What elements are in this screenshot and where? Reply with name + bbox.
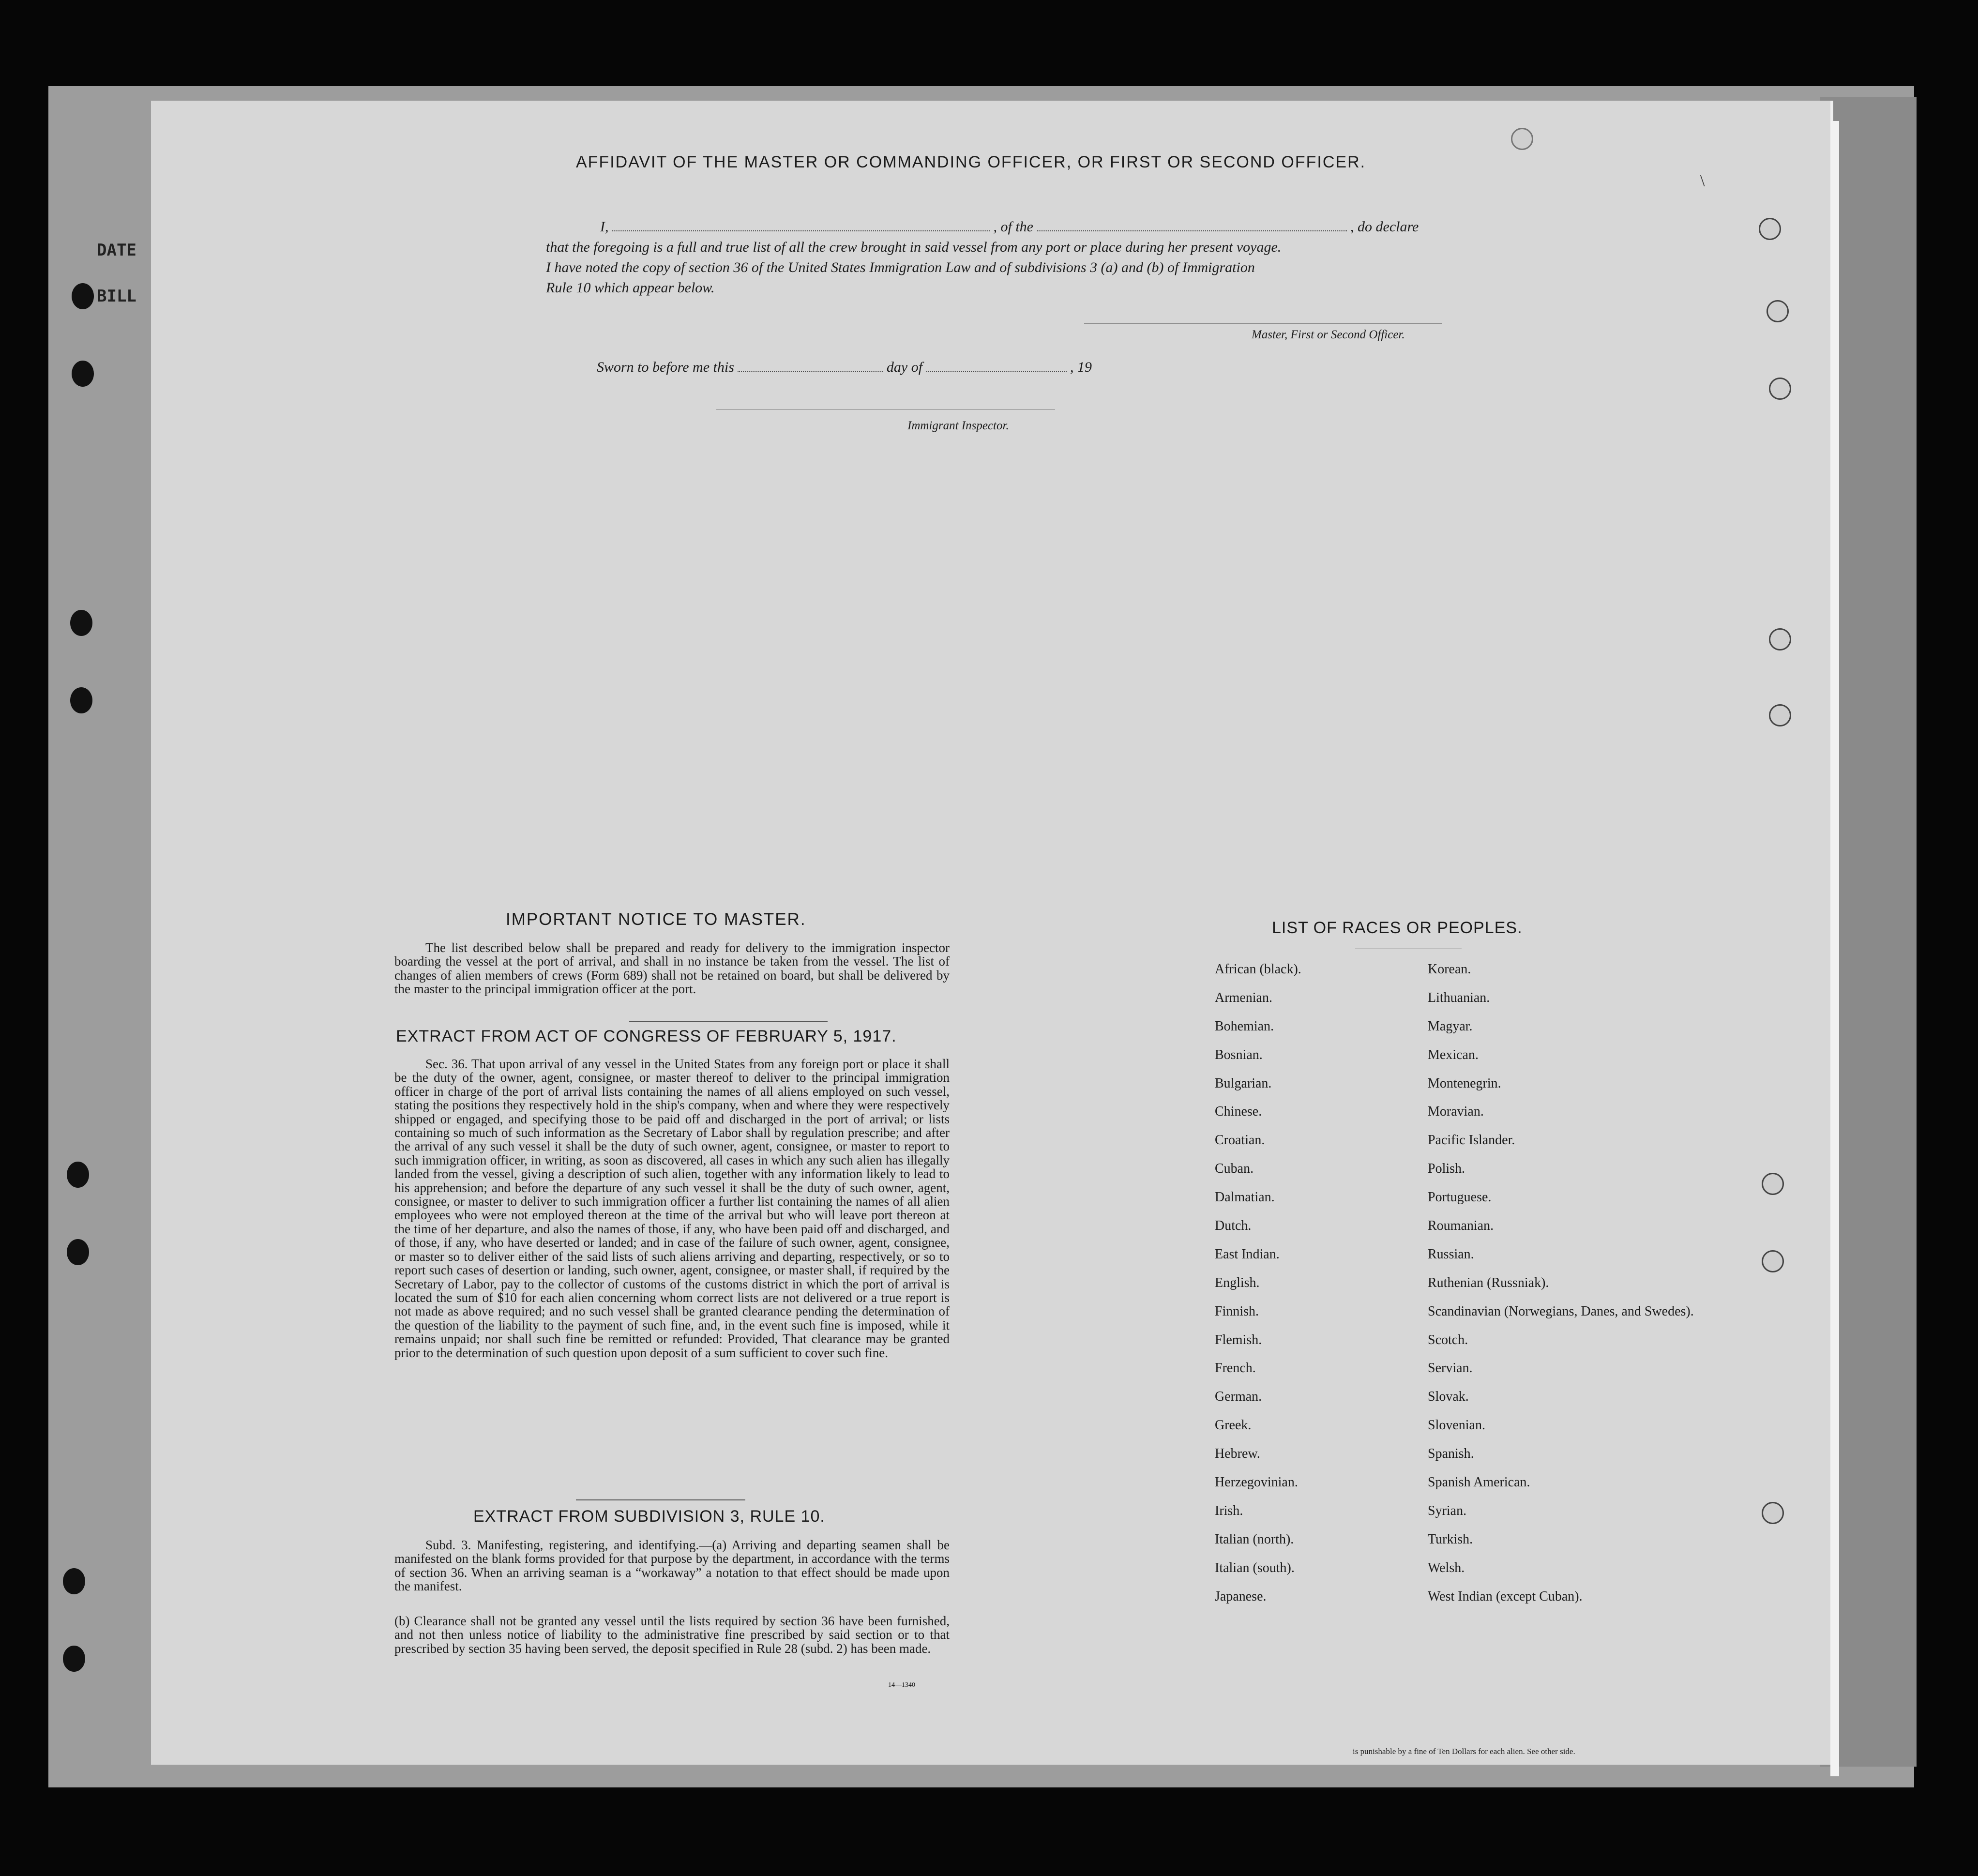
year-text: , 19 [1070, 359, 1092, 375]
binder-hole [72, 283, 94, 309]
affidavit-of-the: , of the [993, 219, 1033, 235]
race-item: German. [1215, 1389, 1262, 1405]
divider [576, 1499, 745, 1500]
day-of-text: day of [886, 359, 923, 375]
punch-hole [1762, 1502, 1784, 1524]
footer-note: is punishable by a fine of Ten Dollars for each alien. See other side. [1353, 1747, 1575, 1756]
races-left-column [1215, 962, 1301, 1618]
punch-hole [1511, 128, 1533, 150]
race-item: Italian (north). [1215, 1531, 1294, 1547]
affidavit-line-3: I have noted the copy of section 36 of the United States Immigration Law and of subdivisions 3 (a) and (b) of Immigration [546, 259, 1255, 275]
race-item: Greek. [1215, 1418, 1252, 1433]
race-item: French. [1215, 1361, 1256, 1376]
race-item: Korean. [1428, 962, 1471, 977]
binder-hole [70, 687, 92, 713]
affidavit-declaration-line [600, 219, 1419, 235]
tick-mark: \ [1700, 172, 1705, 190]
punch-hole [1767, 300, 1789, 322]
race-item: Scotch. [1428, 1332, 1468, 1347]
race-item: Finnish. [1215, 1303, 1259, 1319]
race-item: Dutch. [1215, 1218, 1252, 1234]
binder-hole [70, 610, 92, 636]
name-blank [612, 230, 990, 231]
race-item: Armenian. [1215, 990, 1272, 1005]
race-item: Ruthenian (Russniak). [1428, 1275, 1549, 1290]
race-item: Russian. [1428, 1246, 1474, 1262]
race-item: Chinese. [1215, 1104, 1262, 1120]
races-right-column [1428, 962, 1694, 1618]
race-item: Moravian. [1428, 1104, 1484, 1120]
race-item: Bosnian. [1215, 1047, 1263, 1062]
month-blank [926, 370, 1067, 372]
race-item: Flemish. [1215, 1332, 1262, 1347]
binder-hole [63, 1646, 85, 1672]
binder-hole [63, 1568, 85, 1594]
races-title: LIST OF RACES OR PEOPLES. [1272, 919, 1523, 937]
race-item: Spanish. [1428, 1446, 1474, 1462]
affidavit-title: AFFIDAVIT OF THE MASTER OR COMMANDING OFFICER, OR FIRST OR SECOND OFFICER. [576, 153, 1366, 171]
affidavit-i: I, [600, 219, 609, 235]
punch-hole [1762, 1173, 1784, 1195]
race-item: Slovenian. [1428, 1418, 1485, 1433]
race-item: Bulgarian. [1215, 1075, 1272, 1091]
race-item: Syrian. [1428, 1503, 1467, 1518]
day-blank [738, 370, 883, 372]
race-item: Japanese. [1215, 1589, 1267, 1604]
extract-act-text: Sec. 36. That upon arrival of any vessel in the United States from any foreign port or place it shall be the duty of the owner, agent, consignee, or master thereof to deliver to the principal immigration officer in charge of the port of arrival lists containing the names of all aliens employed on such vessel, stating the positions they respectively hold in the ship's company, when and where they were respectively shipped or engaged, and specifying those to be paid off and discharged in the port of arrival; or lists containing so much of such information as the Secretary of Labor shall by regulation prescribe; and after the arrival of any such vessel it shall be the duty of such owner, agent, consignee, or master to report to such immigration officer, in writing, as soon as discovered, all cases in which any such alien has illegally landed from the vessel, giving a description of such alien, together with any information likely to lead to his apprehension; and before the departure of any such vessel it shall be the duty of such owner, agent, consignee, or master to deliver to such immigration officer a further list containing the names of all alien employees who were not employed thereon at the time of the arrival but who will leave port thereon at the time of her departure, and also the names of those, if any, who have been paid off and discharged, and of those, if any, who have deserted or landed; and in case of the failure of such owner, agent, consignee, or master so to deliver either of the said lists of such aliens arriving and departing, respectively, or so to report such cases of desertion or landing, such owner, agent, consignee, or master shall, if required by the Secretary of Labor, pay to the collector of customs of the customs district in which the port of arrival is located the sum of $10 for each alien concerning whom correct lists are not delivered or a true report is not made as above required; and no such vessel shall be granted clearance pending the determination of the question of the liability to the payment of such fine, and, in the event such fine is imposed, while it remains unpaid; nor shall such fine be remitted or refunded: Provided, That clearance may be granted prior to the determination of such question upon deposit of a sum sufficient to cover such fine. [394, 1057, 950, 1360]
race-item: Lithuanian. [1428, 990, 1490, 1005]
notice-text: The list described below shall be prepared and ready for delivery to the immigration inspector boarding the vessel at the port of arrival, and shall in no instance be taken from the vessel. The list of changes of alien members of crews (Form 689) shall not be retained on board, but shall be delivered by the master to the principal immigration officer at the port. [394, 940, 950, 997]
race-item: Roumanian. [1428, 1218, 1494, 1234]
divider [629, 1021, 828, 1022]
form-number: 14—1340 [888, 1681, 915, 1689]
race-item: Irish. [1215, 1503, 1243, 1518]
punch-hole [1762, 1250, 1784, 1272]
race-item: Portuguese. [1428, 1190, 1492, 1205]
notice-title: IMPORTANT NOTICE TO MASTER. [506, 910, 806, 929]
extract-rule-text-b: (b) Clearance shall not be granted any vessel until the lists required by section 36 have been furnished, and not then unless notice of liability to the administrative fine prescribed by said section or to that prescribed by section 35 having been served, the deposit specified in Rule 28 (subd. 2) has been made. [394, 1614, 950, 1656]
bleed-through-text [281, 169, 291, 201]
inspector-signature-label: Immigrant Inspector. [907, 419, 1009, 432]
page-edge [1830, 121, 1839, 1776]
race-item: Servian. [1428, 1361, 1473, 1376]
race-item: West Indian (except Cuban). [1428, 1589, 1583, 1604]
extract-act-title: EXTRACT FROM ACT OF CONGRESS OF FEBRUARY 5, 1917. [396, 1027, 897, 1045]
race-item: Welsh. [1428, 1560, 1465, 1575]
race-item: Scandinavian (Norwegians, Danes, and Swedes). [1428, 1303, 1694, 1319]
race-item: Turkish. [1428, 1531, 1473, 1547]
affidavit-line-2: that the foregoing is a full and true list of all the crew brought in said vessel from any port or place during her present voyage. [546, 239, 1282, 255]
margin-stamp-bill: BILL [97, 287, 136, 306]
race-item: Spanish American. [1428, 1475, 1530, 1490]
binder-hole [67, 1239, 89, 1265]
race-item: Hebrew. [1215, 1446, 1260, 1462]
race-item: Bohemian. [1215, 1018, 1274, 1034]
punch-hole [1769, 378, 1791, 400]
binder-hole [72, 361, 94, 387]
sworn-text: Sworn to before me this [597, 359, 734, 375]
affidavit-do-declare: , do declare [1350, 219, 1419, 235]
margin-stamp [97, 227, 136, 319]
master-signature-line [1084, 323, 1442, 324]
master-signature-label: Master, First or Second Officer. [1252, 328, 1405, 341]
race-item: Dalmatian. [1215, 1190, 1275, 1205]
race-item: Slovak. [1428, 1389, 1469, 1405]
race-item: Magyar. [1428, 1018, 1473, 1034]
race-item: Herzegovinian. [1215, 1475, 1298, 1490]
punch-hole [1769, 628, 1791, 651]
race-item: Montenegrin. [1428, 1075, 1501, 1091]
race-item: Mexican. [1428, 1047, 1479, 1062]
race-item: Polish. [1428, 1161, 1465, 1177]
extract-rule-text-a: Subd. 3. Manifesting, registering, and identifying.—(a) Arriving and departing seamen shall be manifested on the blank forms provided for that purpose by the department, in accordance with the terms of section 36. When an arriving seaman is a “workaway” a notation to that effect should be made upon the manifest. [394, 1538, 950, 1594]
race-item: Italian (south). [1215, 1560, 1295, 1575]
punch-hole [1769, 704, 1791, 726]
vessel-blank [1037, 230, 1347, 231]
race-item: Pacific Islander. [1428, 1133, 1515, 1148]
race-item: English. [1215, 1275, 1260, 1290]
inspector-signature-line [716, 409, 1055, 410]
affidavit-line-4: Rule 10 which appear below. [546, 280, 715, 296]
race-item: Cuban. [1215, 1161, 1254, 1177]
margin-stamp-date: DATE [97, 241, 136, 260]
race-item: East Indian. [1215, 1246, 1280, 1262]
binder-hole [67, 1162, 89, 1188]
race-item: Croatian. [1215, 1133, 1265, 1148]
sworn-line [597, 359, 1092, 376]
race-item: African (black). [1215, 962, 1301, 977]
punch-hole [1759, 218, 1781, 240]
extract-rule-title: EXTRACT FROM SUBDIVISION 3, RULE 10. [473, 1507, 825, 1526]
